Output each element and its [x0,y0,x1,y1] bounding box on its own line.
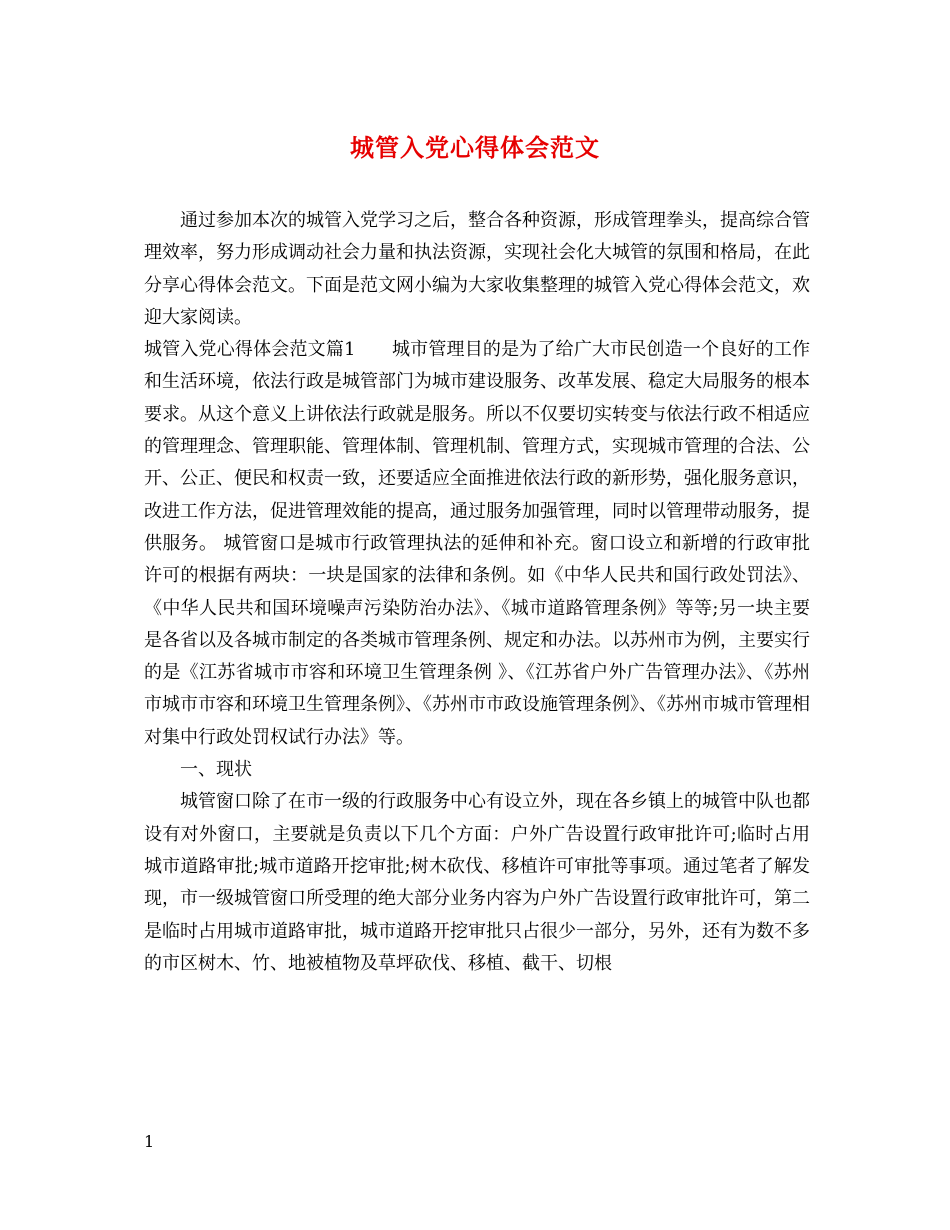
document-body [144,205,810,980]
paragraph-intro: 通过参加本次的城管入党学习之后，整合各种资源，形成管理拳头，提高综合管理效率，努力形成调动社会力量和执法资源，实现社会化大城管的氛围和格局，在此分享心得体会范文。下面是范文网小编为大家收集整理的城管入党心得体会范文，欢迎大家阅读。 [144,210,810,328]
page-number: 1 [144,1132,155,1151]
section-heading-status: 一、现状 [180,759,252,781]
document-title: 城管入党心得体会范文 [350,133,600,162]
paragraph-essay-1: 城管入党心得体会范文篇1 城市管理目的是为了给广大市民创造一个良好的工作和生活环境，依法行政是城管部门为城市建设服务、改革发展、稳定大局服务的根本要求。从这个意义上讲依法行政就是服务。所以不仅要切实转变与依法行政不相适应的管理理念、管理职能、管理体制、管理机制、管理方式，实现城市管理的合法、公开、公正、便民和权责一致，还要适应全面推进依法行政的新形势，强化服务意识，改进工作方法，促进管理效能的提高，通过服务加强管理，同时以管理带动服务，提供服务。 城管窗口是城市行政管理执法的延伸和补充。窗口设立和新增的行政审批许可的根据有两块：一块是国家的法律和条例。如《中华人民共和国行政处罚法》、《中华人民共和国环境噪声污染防治办法》、《城市道路管理条例》等等;另一块主要是各省以及各城市制定的各类城市管理条例、规定和办法。以苏州市为例，主要实行的是《江苏省城市市容和环境卫生管理条例 》、《江苏省户外广告管理办法》、《苏州市城市市容和环境卫生管理条例》、《苏州市市政设施管理条例》、《苏州市城市管理相对集中行政处罚权试行办法》等。 [144,339,810,748]
paragraph-status: 城管窗口除了在市一级的行政服务中心有设立外，现在各乡镇上的城管中队也都设有对外窗口，主要就是负责以下几个方面：户外广告设置行政审批许可;临时占用城市道路审批;城市道路开挖审批;树木砍伐、移植许可审批等事项。通过笔者了解发现，市一级城管窗口所受理的绝大部分业务内容为户外广告设置行政审批许可，第二是临时占用城市道路审批，城市道路开挖审批只占很少一部分，另外，还有为数不多的市区树木、竹、地被植物及草坪砍伐、移植、截干、切根 [144,791,810,974]
